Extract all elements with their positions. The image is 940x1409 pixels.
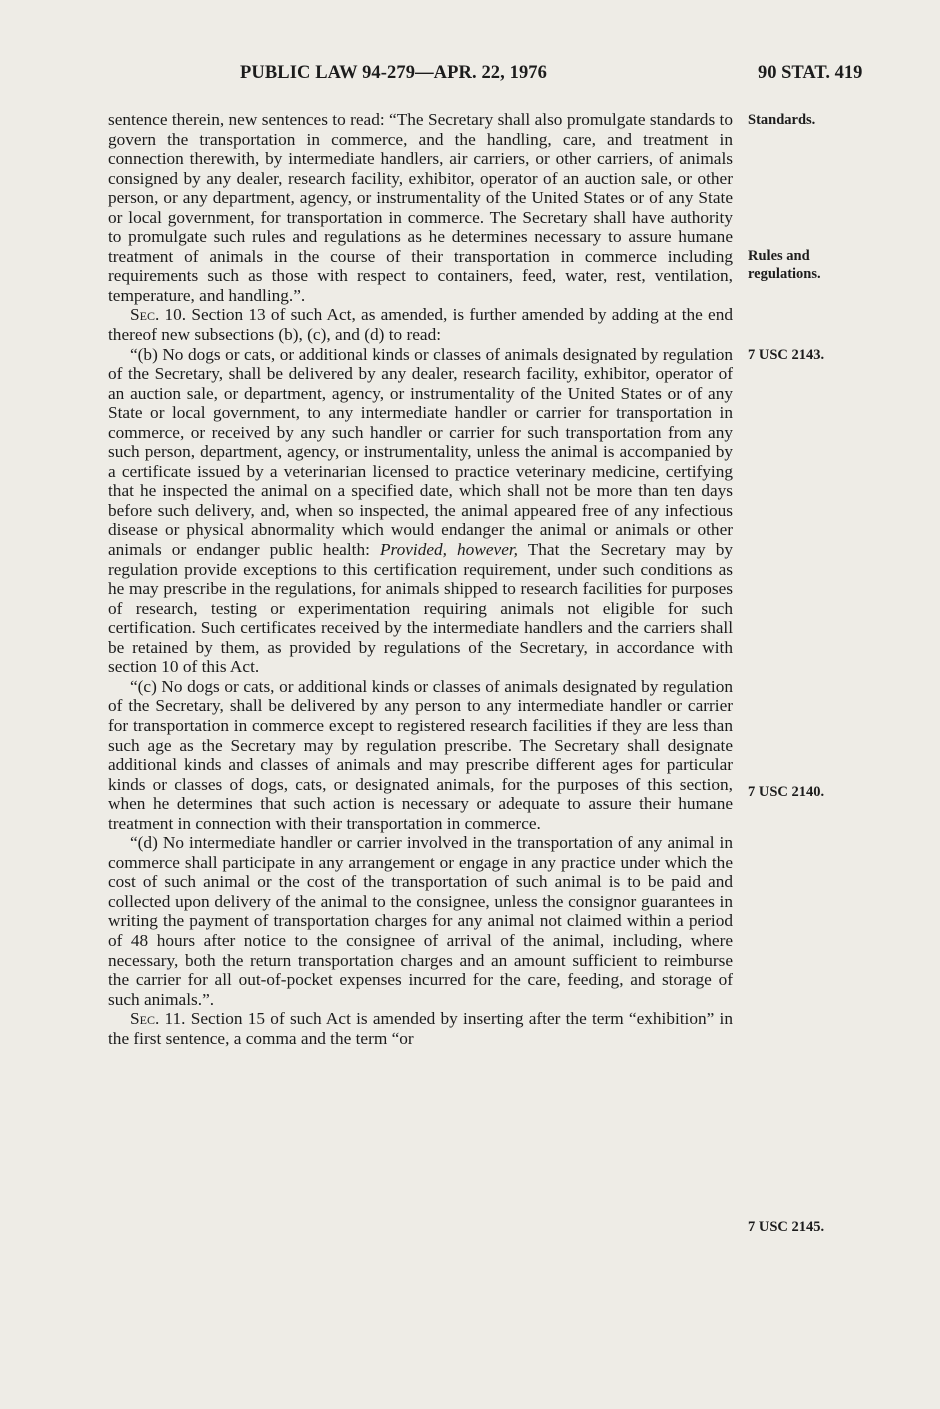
margin-note-usc-2143: 7 USC 2143.: [748, 347, 825, 363]
section-10-paragraph: [108, 305, 733, 344]
margin-note-usc-2140: 7 USC 2140.: [748, 784, 825, 800]
subsection-d-paragraph: “(d) No intermediate handler or carrier involved in the transportation of any animal in commerce shall participate in any arrangement or engage in any practice under which the cost of such animal or the cost of the transportation of such animal is to be paid and collected upon delivery of the animal to the consignee, unless the consignor guarantees in writing the payment of transportation charges for any animal not claimed within a period of 48 hours after notice to the consignee of arrival of the animal, including, where necessary, both the return transportation charges and an amount sufficient to reimburse the carrier for all out-of-pocket expenses incurred for the care, feeding, and storage of such animals.”.: [108, 833, 733, 1009]
paragraph-continuation: sentence therein, new sentences to read: “The Secretary shall also promulgate standards to govern the transportation in commerce, and the handling, care, and treatment in connection therewith, by intermediate handlers, air carriers, or other carriers, of animals consigned by any dealer, research facility, exhibitor, operator of an auction sale, or other person, or any department, agency, or instrumentality of the United States or of any State or local government, for transportation in commerce. The Secretary shall have authority to promulgate such rules and regulations as he determines necessary to assure humane treatment of animals in the course of their transportation in commerce including requirements such as those with respect to containers, feed, water, rest, ventilation, temperature, and handling.”.: [108, 110, 733, 305]
page-header-stat-ref: 90 STAT. 419: [758, 63, 863, 83]
section-10-text: Section 13 of such Act, as amended, is further amended by adding at the end thereof new subsections (b), (c), and (d) to read:: [108, 305, 734, 345]
section-11-label: Sec. 11.: [130, 1009, 186, 1029]
subsection-b-proviso: Provided, however,: [379, 540, 518, 560]
margin-note-rules-line1: Rules and: [748, 248, 810, 264]
subsection-b-text-start: “(b) No dogs or cats, or additional kinds or classes of animals designated by regulation of the Secretary, shall be delivered by any dealer, research facility, exhibitor, operator of an auction sale, or department, agency, or instrumentality of the United States or of any State or local government, to any intermediate handler or carrier for transportation in commerce, or received by any such handler or carrier for such transportation from any such person, department, agency, or instrumentality, unless the animal is accompanied by a certificate issued by a veterinarian licensed to practice veterinary medicine, certifying that he inspected the animal on a specified date, which shall not be more than ten days before such delivery, and, when so inspected, the animal appeared free of any infectious disease or physical abnormality which would endanger the animal or animals or other animals or endanger public health:: [108, 344, 733, 560]
section-11-text: Section 15 of such Act is amended by inserting after the term “exhibition” in the first sentence, a comma and the term “or: [108, 1009, 733, 1048]
margin-note-rules-line2: regulations.: [748, 266, 821, 282]
margin-note-standards: Standards.: [748, 112, 816, 128]
subsection-b-text-end: That the Secretary may by regulation provide exceptions to this certification requirement, under such conditions as he may prescribe in the regulations, for animals shipped to research facilities for purposes of research, testing or experimentation requiring animals not eligible for such certification. Such certificates received by the intermediate handlers and the carriers shall be retained by them, as provided by regulations of the Secretary, in accordance with section 10 of this Act.: [108, 540, 734, 677]
margin-note-usc-2145: 7 USC 2145.: [748, 1219, 825, 1235]
section-10-label: Sec. 10.: [130, 305, 187, 325]
body-text-column: [108, 110, 733, 1048]
section-11-paragraph: [108, 1009, 733, 1048]
subsection-b-paragraph: [108, 345, 733, 677]
subsection-c-paragraph: “(c) No dogs or cats, or additional kinds or classes of animals designated by regulation of the Secretary, shall be delivered by any person to any intermediate handler or carrier for transportation in commerce except to registered research facilities if they are less than such age as the Secretary may by regulation prescribe. The Secretary shall designate additional kinds and classes of animals and may prescribe different ages for particular kinds or classes of dogs, cats, or designated animals, for the purposes of this section, when he determines that such action is necessary or adequate to assure their humane treatment in connection with their transportation in commerce.: [108, 676, 733, 833]
page-header-title: PUBLIC LAW 94-279—APR. 22, 1976: [240, 63, 547, 83]
